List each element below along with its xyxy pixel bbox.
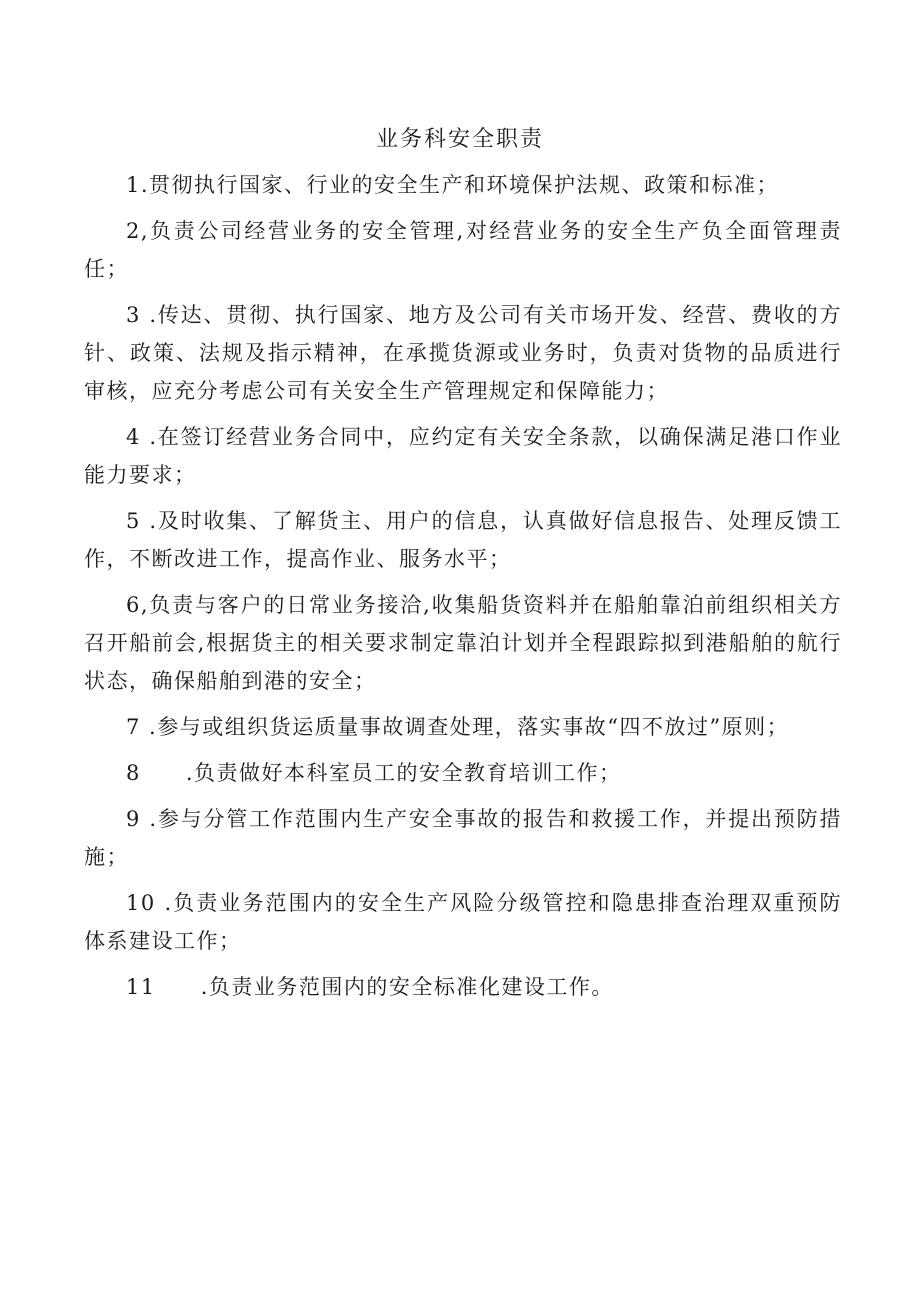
clause-5: 5 .及时收集、了解货主、用户的信息，认真做好信息报告、处理反馈工作，不断改进工作，提高作业、服务水平； (84, 509, 842, 571)
clause-6: 6,负责与客户的日常业务接洽,收集船货资料并在船舶靠泊前组织相关方召开船前会,根据货主的相关要求制定靠泊计划并全程跟踪拟到港船舶的航行状态，确保船舶到港的安全； (84, 593, 842, 693)
clause-7: 7 .参与或组织货运质量事故调查处理，落实事故“四不放过”原则； (126, 715, 790, 739)
clause-4: 4 .在签订经营业务合同中，应约定有关安全条款，以确保满足港口作业能力要求； (84, 425, 842, 487)
clause-9: 9 .参与分管工作范围内生产安全事故的报告和救援工作，并提出预防措施； (84, 807, 842, 869)
document-body (84, 166, 842, 1014)
clause-11: 11 .负责业务范围内的安全标准化建设工作。 (126, 975, 614, 999)
clause-2: 2,负责公司经营业务的安全管理,对经营业务的安全生产负全面管理责任； (84, 219, 842, 281)
clause-8: 8 .负责做好本科室员工的安全教育培训工作； (126, 761, 622, 785)
clause-1: 1.贯彻执行国家、行业的安全生产和环境保护法规、政策和标准； (126, 173, 780, 197)
clause-3: 3 .传达、贯彻、执行国家、地方及公司有关市场开发、经营、费收的方针、政策、法规及指示精神，在承揽货源或业务时，负责对货物的品质进行审核，应充分考虑公司有关安全生产管理规定和保障能力； (84, 303, 842, 403)
document-title: 业务科安全职责 (375, 127, 544, 152)
clause-10: 10 .负责业务范围内的安全生产风险分级管控和隐患排查治理双重预防体系建设工作； (84, 891, 842, 953)
